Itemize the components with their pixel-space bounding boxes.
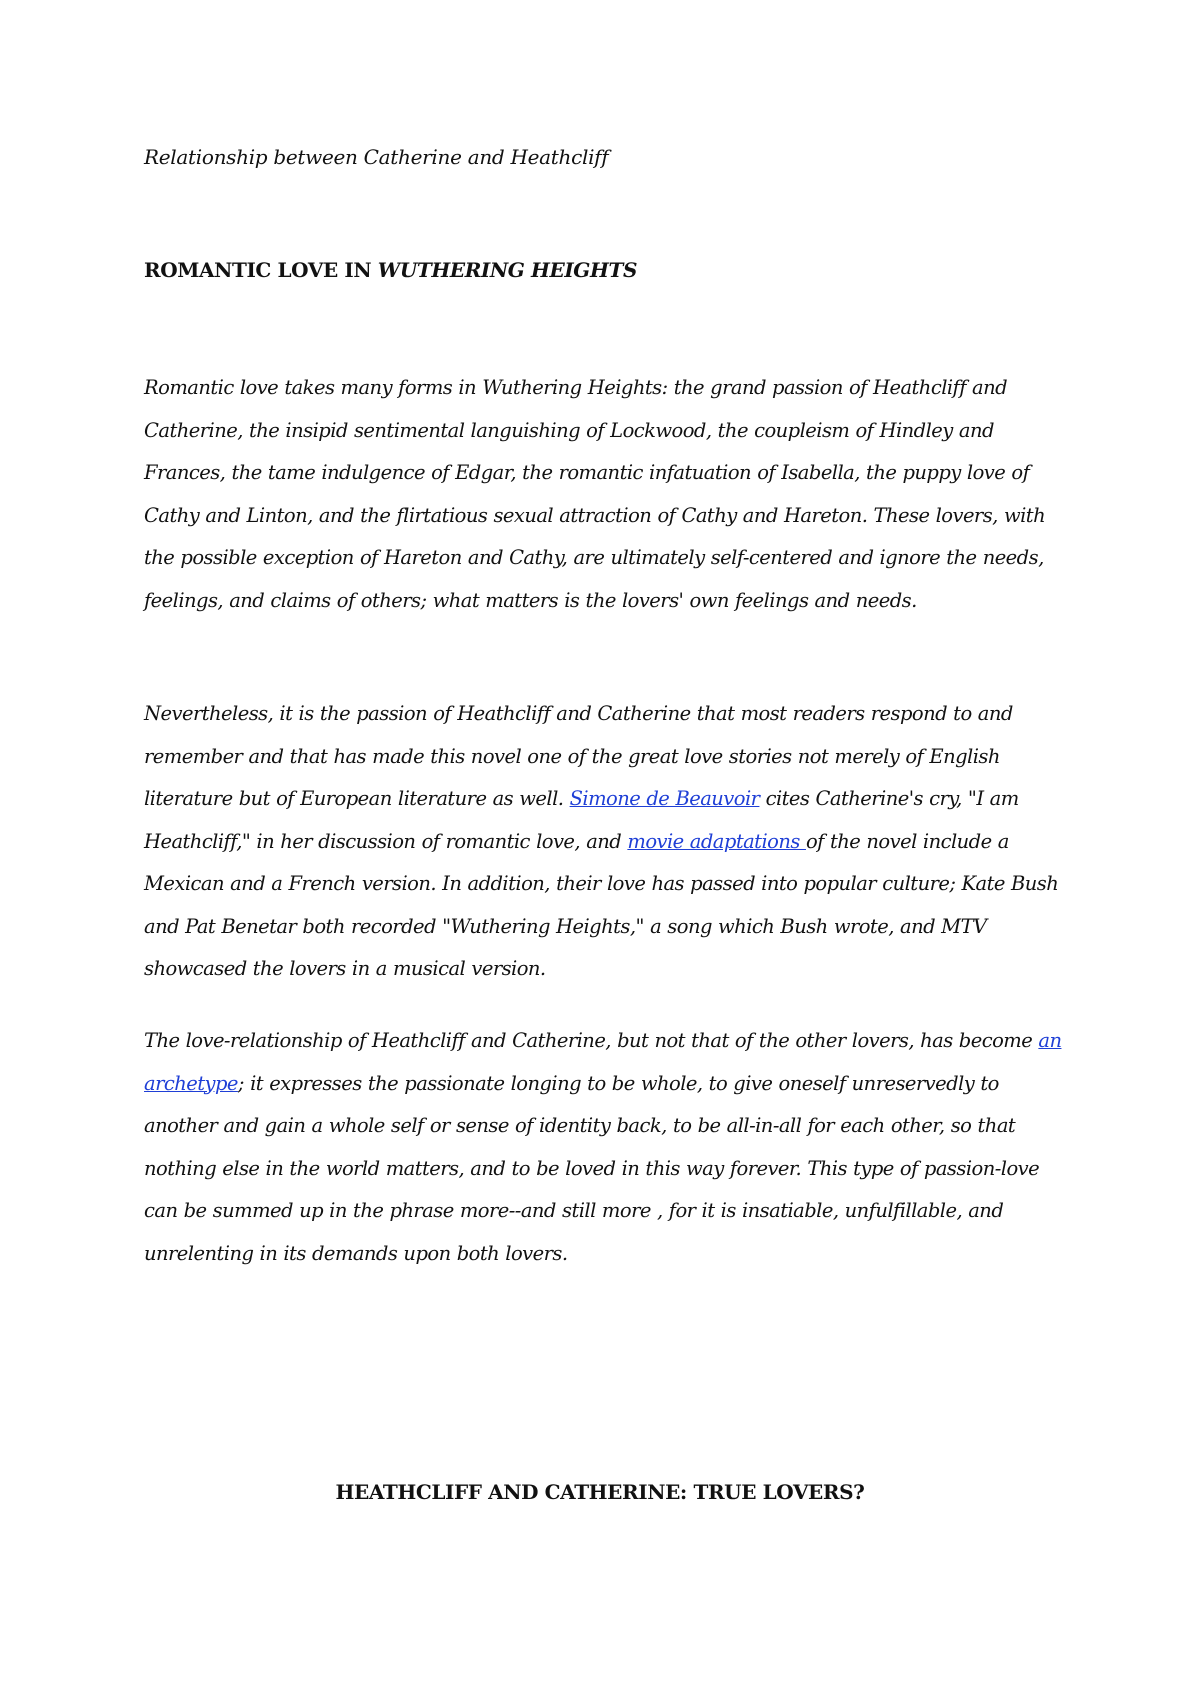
paragraph-romantic-forms: Romantic love takes many forms in Wuthering Heights: the grand passion of Heathcliff and Catherine, the insipid sentimental languishing of Lockwood, the coupleism of Hindley and Frances, the tame indulgence of Edgar, the romantic infatuation of Isabella, the puppy love of Cathy and Linton, and the flirtatious sexual attraction of Cathy and Hareton. These lovers, with the possible exception of Hareton and Cathy, are ultimately self-centered and ignore the needs, feelings, and claims of others; what matters is the lovers' own feelings and needs.: [144, 376, 1046, 612]
document-subtitle: Relationship between Catherine and Heathcliff: [144, 145, 609, 169]
paragraph-text: cites Catherine's cry, "I am Heathcliff," in her discussion of romantic love, and: [144, 787, 1019, 853]
paragraph-text: Nevertheless, it is the passion of Heathcliff and Catherine that most readers respond to and remember and that has made this novel one of the great love stories not merely of English literature but of European literature as well.: [144, 702, 1013, 810]
paragraph-text: ; it expresses the passionate longing to be whole, to give oneself unreservedly to another and gain a whole self or sense of identity back, to be all-in-all for each other, so that nothing else in the world matters, and to be loved in this way forever. This type of passion-love can be summed up in the phrase more--and still more , for it is insatiable, unfulfillable, and unrelenting in its demands upon both lovers.: [144, 1071, 1040, 1265]
paragraph-text: of the novel include a Mexican and a French version. In addition, their love has passed into popular culture; Kate Bush and Pat Benetar both recorded "Wuthering Heights," a song which Bush wrote, and MTV showcased the lovers in a musical version.: [144, 829, 1059, 980]
simone-de-beauvoir-link[interactable]: Simone de Beauvoir: [569, 787, 760, 810]
paragraph-text: The love-relationship of Heathcliff and Catherine, but not that of the other lovers, has become: [144, 1029, 1039, 1052]
paragraph-passion: [144, 693, 1064, 991]
heading-book-title: WUTHERING HEIGHTS: [377, 258, 637, 282]
archetype-link[interactable]: an archetype: [144, 1029, 1062, 1095]
section-heading-true-lovers: HEATHCLIFF AND CATHERINE: TRUE LOVERS?: [335, 1480, 865, 1504]
section-heading: [144, 258, 637, 282]
movie-adaptations-link[interactable]: movie adaptations: [627, 829, 806, 853]
paragraph-archetype: [144, 1020, 1064, 1275]
heading-prefix: ROMANTIC LOVE IN: [144, 258, 378, 282]
